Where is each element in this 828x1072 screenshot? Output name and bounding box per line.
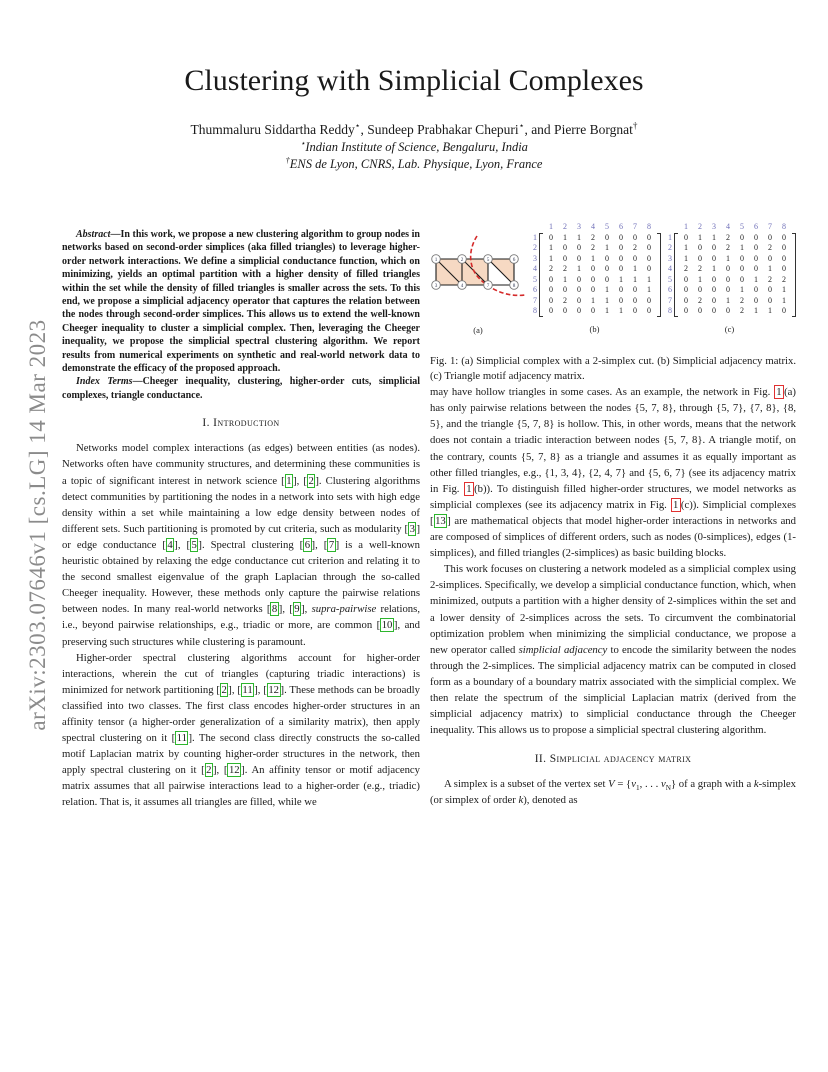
matrix-cell: 0 bbox=[698, 253, 702, 263]
matrix-row-labels bbox=[663, 233, 672, 317]
matrix-cell: 0 bbox=[698, 285, 702, 294]
matrix-cell: 1 bbox=[577, 264, 581, 273]
matrix-cell: 0 bbox=[740, 274, 744, 284]
matrix-row bbox=[544, 233, 656, 244]
authors-line: Thummaluru Siddartha Reddy⋆, Sundeep Prabhakar Chepuri⋆, and Pierre Borgnat† bbox=[190, 120, 638, 137]
matrix-cell: 0 bbox=[633, 295, 637, 305]
matrix-cell: 0 bbox=[577, 243, 581, 252]
matrix-column-label: 8 bbox=[782, 222, 786, 231]
matrix-cell: 0 bbox=[549, 295, 553, 305]
matrix-column-label: 5 bbox=[740, 222, 744, 231]
matrix-cell: 0 bbox=[768, 232, 772, 242]
arxiv-watermark: arXiv:2303.07646v1 [cs.LG] 14 Mar 2023 bbox=[25, 319, 50, 731]
matrix-cell: 1 bbox=[712, 232, 716, 242]
sublabel-b: (b) bbox=[589, 323, 600, 334]
matrix-cell: 0 bbox=[633, 253, 637, 263]
matrix-cell: 0 bbox=[619, 232, 623, 242]
figure-1 bbox=[430, 222, 796, 384]
matrix-cell: 0 bbox=[619, 264, 623, 273]
matrix-cell: 0 bbox=[782, 306, 786, 315]
matrix-cell: 0 bbox=[577, 274, 581, 284]
right-column bbox=[430, 222, 796, 809]
matrix-row bbox=[679, 233, 791, 244]
matrix-cell: 0 bbox=[647, 306, 651, 315]
matrix-bracket bbox=[539, 233, 661, 317]
matrix-cell: 1 bbox=[754, 306, 758, 315]
simplicial-complex-graph bbox=[430, 235, 526, 338]
matrix-cell: 1 bbox=[698, 232, 702, 242]
figure-ref-link[interactable]: 1 bbox=[464, 482, 474, 496]
matrix-cell: 1 bbox=[726, 253, 730, 263]
matrix-cell: 1 bbox=[712, 264, 716, 273]
matrix-cell: 2 bbox=[633, 243, 637, 252]
sup: ⋆ bbox=[300, 137, 306, 148]
graph-node-label: 2 bbox=[460, 257, 464, 263]
matrix-row-label: 3 bbox=[533, 253, 537, 263]
figure-1-row bbox=[430, 222, 796, 338]
italic-text: simplicial adjacency bbox=[518, 643, 608, 656]
matrix-cell: 0 bbox=[577, 285, 581, 294]
matrix-cell: 0 bbox=[768, 285, 772, 294]
sublabel-a: (a) bbox=[473, 325, 483, 336]
matrix-cell: 0 bbox=[647, 243, 651, 252]
matrix-cell: 1 bbox=[698, 274, 702, 284]
matrix-cell: 0 bbox=[754, 253, 758, 263]
matrix-cell: 0 bbox=[549, 274, 553, 284]
right-paragraph-1: may have hollow triangles in some cases. As an example, the network in Fig. 1 (a) has only pairwise relations between the nodes {5, 7, 8}, through {5, 7}, {7, 8}, {8, 5}, and the triangle {5, 7, 8} is hollow. This, in other words, means that the network does not contain a triadic interaction between nodes {5, 7, 8}. A triangle motif, on the contrary, counts {5, 7, 8} as a triangle and assumes it as equally important as other filled triangles, e.g., {1, 3, 4}, {2, 4, 7} and {5, 6, 7} (see its adjacency matrix in Fig. 1 (b)). To distinguish filled higher-order structures, we model networks as simplicial complexes (see its adjacency matrix in Fig. 1 (c)). Simplicial complexes [ 13 ] are mathematical objects that model higher-order interactions in networks and are composed of simplices of different orders, such as nodes (0-simplices), edges (1-simplices), and filled triangles (2-simplices) as basic building blocks. bbox=[430, 386, 797, 560]
matrix-column-label: 6 bbox=[754, 222, 758, 231]
matrix-cell: 0 bbox=[684, 274, 688, 284]
matrix-cell: 0 bbox=[740, 253, 744, 263]
matrix-cell: 2 bbox=[591, 243, 595, 252]
matrix-cell: 0 bbox=[754, 232, 758, 242]
matrix-cell: 2 bbox=[782, 274, 786, 284]
citation-link[interactable]: 1 bbox=[286, 474, 292, 487]
matrix-cell: 1 bbox=[782, 285, 786, 294]
italic-text: k bbox=[518, 794, 524, 807]
simplicial-adjacency-matrix bbox=[528, 222, 661, 317]
matrix-cell: 1 bbox=[563, 274, 567, 284]
matrix-cell: 1 bbox=[577, 232, 581, 242]
citation-link[interactable]: 8 bbox=[271, 603, 278, 616]
italic-text: v bbox=[660, 778, 666, 791]
citation-link[interactable]: 5 bbox=[191, 538, 197, 551]
matrix-cell: 0 bbox=[619, 295, 623, 305]
matrix-cell: 0 bbox=[605, 253, 609, 263]
matrix-cell: 2 bbox=[549, 264, 553, 273]
matrix-cell: 0 bbox=[577, 295, 581, 305]
matrix-cell: 2 bbox=[726, 243, 730, 252]
matrix-cell: 0 bbox=[754, 243, 758, 252]
sublabel-c: (c) bbox=[724, 323, 735, 334]
graph-node-label: 1 bbox=[434, 257, 438, 263]
matrix-cell: 2 bbox=[563, 295, 567, 305]
matrix-row-label: 4 bbox=[668, 264, 672, 273]
matrix-cell: 0 bbox=[549, 285, 553, 294]
matrix-cell: 0 bbox=[619, 285, 623, 294]
matrix-row-label: 7 bbox=[533, 295, 537, 305]
matrix-cell: 0 bbox=[563, 306, 567, 315]
graph-node-label: 4 bbox=[460, 283, 464, 289]
citation-link[interactable]: 2 bbox=[221, 683, 227, 696]
matrix-cell: 0 bbox=[726, 306, 730, 315]
matrix-cell: 0 bbox=[754, 264, 758, 273]
matrix-cell: 0 bbox=[549, 306, 553, 315]
citation-link[interactable]: 6 bbox=[304, 538, 311, 551]
index-terms-text: —Cheeger inequality, clustering, higher-order cuts, simplicial complexes, triangle conductance. bbox=[62, 376, 420, 401]
matrix-column-label: 3 bbox=[712, 222, 716, 231]
paper-title: Clustering with Simplicial Complexes bbox=[184, 64, 644, 97]
matrix-cell: 0 bbox=[712, 253, 716, 263]
matrix-row-labels bbox=[528, 233, 537, 317]
matrix-cell: 0 bbox=[754, 285, 758, 294]
matrix-row-label: 8 bbox=[668, 306, 672, 315]
italic-text: V bbox=[608, 778, 615, 791]
matrix-cell: 0 bbox=[712, 285, 716, 294]
paper-header bbox=[0, 64, 828, 172]
triangle-motif-adjacency-matrix-part bbox=[663, 222, 796, 337]
citation-link[interactable]: 9 bbox=[294, 603, 300, 616]
matrix-row-label: 6 bbox=[668, 285, 672, 294]
matrix-cell: 1 bbox=[563, 232, 567, 242]
affiliation-2: †ENS de Lyon, CNRS, Lab. Physique, Lyon, France bbox=[285, 154, 543, 171]
matrix-column-label: 3 bbox=[577, 222, 581, 231]
citation-link[interactable]: 10 bbox=[381, 619, 393, 632]
matrix-cell: 0 bbox=[782, 253, 786, 263]
figure-ref-link[interactable]: 1 bbox=[671, 498, 681, 512]
matrix-row-label: 8 bbox=[533, 306, 537, 315]
matrix-cell: 1 bbox=[619, 274, 623, 284]
matrix-cell: 0 bbox=[768, 253, 772, 263]
matrix-cell: 0 bbox=[726, 285, 730, 294]
matrix-row bbox=[679, 306, 791, 317]
matrix-cell: 1 bbox=[740, 243, 744, 252]
matrix-row-label: 5 bbox=[668, 274, 672, 284]
sub: N bbox=[665, 784, 671, 793]
matrix-cell: 1 bbox=[591, 295, 595, 305]
italic-text: supra-pairwise bbox=[311, 603, 377, 616]
matrix-column-labels bbox=[544, 222, 661, 233]
index-terms-paragraph bbox=[62, 375, 420, 402]
matrix-cell: 1 bbox=[619, 306, 623, 315]
matrix-cell: 1 bbox=[633, 264, 637, 273]
graph-node-label: 5 bbox=[486, 257, 490, 263]
matrix-cell: 1 bbox=[647, 285, 651, 294]
matrix-cell: 1 bbox=[591, 253, 595, 263]
matrix-column-label: 6 bbox=[619, 222, 623, 231]
matrix-cell: 0 bbox=[740, 264, 744, 273]
italic-text: k bbox=[753, 778, 759, 791]
matrix-cell: 0 bbox=[684, 285, 688, 294]
matrix-cell: 0 bbox=[712, 274, 716, 284]
matrix-cell: 0 bbox=[698, 306, 702, 315]
matrix-column-label: 5 bbox=[605, 222, 609, 231]
matrix-cell: 1 bbox=[647, 274, 651, 284]
matrix-cell: 2 bbox=[591, 232, 595, 242]
matrix-cell: 0 bbox=[684, 232, 688, 242]
matrix-row bbox=[679, 285, 791, 296]
matrix-cell: 0 bbox=[577, 253, 581, 263]
abstract-lead: Abstract bbox=[76, 229, 111, 240]
matrix-cell: 0 bbox=[549, 232, 553, 242]
right-paragraph-2: This work focuses on clustering a network modeled as a simplicial complex using 2-simplices. Specifically, we develop a simplicial conductance function, which, when minimized, outputs a partition with a higher density of 2-simplices within the set and a lower density of 2-simplices across the sets. To circumvent the combinatorial optimization problem when minimizing the simplicial conductance, we propose a new operator called simplicial adjacency to encode the similarity between the nodes through the 2-simplices. The simplicial adjacency matrix can be computed in closed form as a boundary of a boundary matrix associated with the simplicial complex. We then relate the spectrum of the simplicial Laplacian matrix (derived from the simplicial adjacency matrix) to simplicial conductance through the Cheeger inequality. This allows us to propose a simplicial spectral clustering algorithm. bbox=[430, 563, 796, 737]
section-heading-simplicial-adjacency: II. Simplicial adjacency matrix bbox=[534, 753, 692, 766]
matrix-cell: 1 bbox=[549, 253, 553, 263]
matrix-row bbox=[679, 254, 791, 265]
matrix-cell: 1 bbox=[768, 264, 772, 273]
citation-link[interactable]: 12 bbox=[268, 683, 280, 696]
matrix-cell: 2 bbox=[563, 264, 567, 273]
matrix-cell: 0 bbox=[591, 306, 595, 315]
matrix-row bbox=[544, 306, 656, 317]
citation-link[interactable]: 4 bbox=[167, 538, 173, 551]
matrix-cell: 0 bbox=[605, 232, 609, 242]
intro-paragraph-1: Networks model complex interactions (as edges) between entities (as nodes). Networks often have community structures, and determining these communities is a topic of significant interest in network science [ 1 ], [ 2 ]. Clustering algorithms detect communities by partitioning the nodes in a network into sets with high edge density within a set while maintaining a low edge density between nodes of different sets. Such partitioning is promoted by cut criteria, such as modularity [ 3 ] or edge conductance [ 4 ], [ 5 ]. Spectral clustering [ 6 ], [ 7 ] is a well-known heuristic obtained by relaxing the edge conductance cut criterion and relating it to the second smallest eigenvalue of the graph Laplacian through the so-called Cheeger inequality. However, these methods only capture the pairwise relations between nodes. In many real-world networks [ 8 ], [ 9 ], supra-pairwise relations, i.e., beyond pairwise relationships, e.g., triadic or more, are common [ 10 ], and preserving such structures while clustering is paramount. bbox=[62, 442, 421, 648]
matrix-cell: 1 bbox=[768, 306, 772, 315]
matrix-row bbox=[544, 254, 656, 265]
matrix-cell: 1 bbox=[633, 274, 637, 284]
matrix-column-label: 4 bbox=[591, 222, 595, 231]
matrix-cell: 0 bbox=[633, 232, 637, 242]
matrix-cell: 0 bbox=[577, 306, 581, 315]
matrix-cell: 0 bbox=[633, 285, 637, 294]
matrix-cell: 0 bbox=[754, 295, 758, 305]
matrix-row bbox=[544, 275, 656, 286]
matrix-row-label: 2 bbox=[668, 243, 672, 252]
matrix-row-label: 5 bbox=[533, 274, 537, 284]
matrix-cell: 0 bbox=[647, 232, 651, 242]
matrix-cell: 0 bbox=[712, 243, 716, 252]
matrix-cell: 2 bbox=[740, 295, 744, 305]
matrix-cell: 1 bbox=[726, 295, 730, 305]
matrix-row-label: 7 bbox=[668, 295, 672, 305]
matrix-cell: 0 bbox=[740, 232, 744, 242]
matrix-column-label: 8 bbox=[647, 222, 651, 231]
citation-link[interactable]: 2 bbox=[206, 764, 212, 777]
affiliation-1: ⋆Indian Institute of Science, Bengaluru, India bbox=[300, 137, 528, 154]
intro-paragraph-2: Higher-order spectral clustering algorithms account for higher-order interactions, wherein the cut of triangles (capturing triadic interactions) is minimized for network partitioning [ 2 ], [ 11 ], [ 12 ]. These methods can be broadly classified into two classes. The first class encodes higher-order structures in an affinity tensor (a higher-order generalization of a similarity matrix), then apply spectral clustering on it [ 11 ]. The second class directly constructs the so-called motif Laplacian matrix by counting higher-order structures in the network, then apply spectral clustering on it [ 2 ], [ 12 ]. An affinity tensor or motif adjacency matrix assumes that all pairwise interactions lead to a higher-order (e.g., triadic) relation. That is, it assumes all triangles are filled, while we bbox=[62, 651, 420, 809]
citation-link[interactable]: 13 bbox=[435, 514, 446, 527]
figure-1-caption: Fig. 1: (a) Simplicial complex with a 2-simplex cut. (b) Simplicial adjacency matrix. (c) Triangle motif adjacency matrix. bbox=[430, 355, 796, 383]
left-column bbox=[62, 228, 420, 811]
matrix-cell: 1 bbox=[605, 295, 609, 305]
matrix-cell: 2 bbox=[726, 232, 730, 242]
graph-node-label: 7 bbox=[486, 283, 490, 289]
matrix-cell: 0 bbox=[782, 243, 786, 252]
sup: ⋆ bbox=[518, 120, 525, 131]
matrix-column-label: 7 bbox=[768, 222, 772, 231]
graph-node-label: 8 bbox=[512, 283, 516, 289]
matrix-cell: 0 bbox=[647, 253, 651, 263]
matrix-cell: 0 bbox=[684, 306, 688, 315]
matrix-row-label: 1 bbox=[668, 232, 672, 242]
matrix-cell: 1 bbox=[605, 243, 609, 252]
simplicial-complex-svg bbox=[430, 235, 526, 313]
matrix-cell: 1 bbox=[684, 243, 688, 252]
matrix-cell: 1 bbox=[605, 306, 609, 315]
matrix-cell: 0 bbox=[647, 264, 651, 273]
matrix-cell: 0 bbox=[726, 264, 730, 273]
abstract-text: —In this work, we propose a new clustering algorithm to group nodes in networks based on second-order simplices (aka filled triangles) to leverage higher-order network interactions. We define a simplicial conductance function, which on minimizing, yields an optimal partition with a higher density of filled triangles within the set while the density of filled triangles is smaller across the sets. To this end, we propose a simplicial adjacency operator that captures the relation between the nodes through second-order simplices. This allows us to extend the well-known Cheeger inequality to cluster a simplicial complex. Then, leveraging the Cheeger inequality, we propose the simplicial spectral clustering algorithm. We report results from numerical experiments on synthetic and real-world network data to demonstrate the efficacy of the proposed approach. bbox=[62, 229, 420, 375]
matrix-cell: 1 bbox=[782, 295, 786, 305]
matrix-column-label: 2 bbox=[563, 222, 567, 231]
matrix-cell: 0 bbox=[563, 285, 567, 294]
right-paragraph-3: A simplex is a subset of the vertex set $V = \{v_1$, . . . $v_N$} of a graph with a k-simplex (or simplex of order k), denoted as bbox=[430, 778, 797, 807]
matrix-cell: 0 bbox=[782, 232, 786, 242]
figure-ref-link[interactable]: 1 bbox=[774, 385, 784, 399]
matrix-cell: 0 bbox=[605, 264, 609, 273]
matrix-cell: 0 bbox=[619, 243, 623, 252]
matrix-cell: 0 bbox=[619, 253, 623, 263]
matrix-cell: 2 bbox=[740, 306, 744, 315]
matrix-column-label: 7 bbox=[633, 222, 637, 231]
sup: ⋆ bbox=[354, 120, 361, 131]
matrix-cell: 0 bbox=[768, 295, 772, 305]
sup: † bbox=[285, 154, 290, 165]
graph-node-label: 6 bbox=[512, 257, 516, 263]
abstract-paragraph bbox=[62, 228, 420, 375]
matrix-cell: 2 bbox=[768, 243, 772, 252]
matrix-cell: 0 bbox=[563, 243, 567, 252]
matrix-cell: 2 bbox=[698, 264, 702, 273]
matrix-row-label: 3 bbox=[668, 253, 672, 263]
matrix-column-labels bbox=[679, 222, 796, 233]
triangle-motif-adjacency-matrix bbox=[663, 222, 796, 317]
index-terms-lead: Index Terms bbox=[76, 376, 133, 388]
matrix-column-label: 1 bbox=[684, 222, 688, 231]
citation-link[interactable]: 11 bbox=[176, 732, 187, 745]
matrix-cell: 1 bbox=[549, 243, 553, 252]
matrix-row-label: 2 bbox=[533, 243, 537, 252]
matrix-row bbox=[544, 243, 656, 254]
matrix-cell: 0 bbox=[684, 295, 688, 305]
matrix-cell: 0 bbox=[563, 253, 567, 263]
matrix-cell: 1 bbox=[605, 285, 609, 294]
matrix-row bbox=[544, 264, 656, 275]
citation-link[interactable]: 12 bbox=[228, 764, 240, 777]
matrix-row bbox=[679, 264, 791, 275]
matrix-column-label: 2 bbox=[698, 222, 702, 231]
matrix-row-label: 6 bbox=[533, 285, 537, 294]
matrix-cell: 0 bbox=[605, 274, 609, 284]
citation-link[interactable]: 11 bbox=[242, 683, 253, 696]
matrix-cell: 1 bbox=[684, 253, 688, 263]
matrix-cell: 0 bbox=[712, 306, 716, 315]
matrix-cell: 0 bbox=[647, 295, 651, 305]
citation-link[interactable]: 7 bbox=[328, 538, 335, 551]
matrix-bracket bbox=[674, 233, 796, 317]
matrix-cell: 0 bbox=[782, 264, 786, 273]
matrix-cell: 2 bbox=[684, 264, 688, 273]
matrix-cell: 0 bbox=[698, 243, 702, 252]
matrix-row bbox=[679, 296, 791, 307]
matrix-cell: 0 bbox=[633, 306, 637, 315]
matrix-cell: 2 bbox=[768, 274, 772, 284]
matrix-column-label: 4 bbox=[726, 222, 730, 231]
matrix-cell: 1 bbox=[754, 274, 758, 284]
graph-node-label: 3 bbox=[434, 283, 438, 289]
citation-link[interactable]: 3 bbox=[409, 522, 415, 535]
section-heading-introduction: I. Introduction bbox=[202, 417, 280, 430]
citation-link[interactable]: 2 bbox=[308, 474, 314, 487]
matrix-cell: 0 bbox=[712, 295, 716, 305]
matrix-cell: 1 bbox=[740, 285, 744, 294]
matrix-cell: 0 bbox=[726, 274, 730, 284]
sup: † bbox=[632, 120, 638, 131]
matrix-cell: 0 bbox=[591, 285, 595, 294]
matrix-cell: 2 bbox=[698, 295, 702, 305]
matrix-row bbox=[544, 285, 656, 296]
simplicial-adjacency-matrix-part bbox=[528, 222, 661, 337]
matrix-row bbox=[544, 296, 656, 307]
matrix-row-label: 1 bbox=[533, 232, 537, 242]
matrix-cell: 0 bbox=[591, 274, 595, 284]
italic-text: v bbox=[631, 778, 636, 791]
sub: 1 bbox=[635, 784, 640, 793]
matrix-row-label: 4 bbox=[533, 264, 537, 273]
matrix-column-label: 1 bbox=[549, 222, 553, 231]
matrix-row bbox=[679, 243, 791, 254]
matrix-cell: 0 bbox=[591, 264, 595, 273]
matrix-row bbox=[679, 275, 791, 286]
